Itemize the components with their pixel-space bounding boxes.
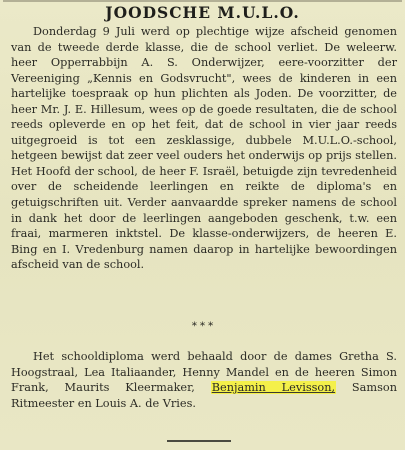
top-rule <box>3 0 402 2</box>
bottom-rule <box>167 440 231 442</box>
separator-stars: * * * <box>191 321 214 332</box>
section-separator <box>0 322 405 332</box>
article-headline: JOODSCHE M.U.L.O. <box>105 3 300 22</box>
paragraph-2-text-before: Het schooldiploma werd behaald door de dames Gretha S. Hoogstraal, Lea Italiaander, Henny Mandel en de heeren Simon Frank, Maurits Kleermaker, <box>11 350 397 395</box>
highlighted-name: Benjamin Levisson, <box>211 381 336 395</box>
article-paragraph-2 <box>11 349 397 411</box>
paragraph-2-text-after: Samson Ritmeester en Louis A. de Vries. <box>11 381 397 410</box>
article-paragraph-1: Donderdag 9 Juli werd op plechtige wijze afscheid genomen van de tweede derde klasse, die de school verliet. De weleerw. heer Opperrabbijn A. S. Onderwijzer, eere-voorzitter der Vereeniging „Kennis en Godsvrucht", wees de kinderen in een hartelijke toespraak op hun plichten als Joden. De voorzitter, de heer Mr. J. E. Hillesum, wees op de goede resultaten, die de school reeds opleverde en op het feit, dat de school in vier jaar reeds uitgegroeid is tot een zesklassige, dubbele M.U.L.O.-school, hetgeen bewijst dat zeer veel ouders het onderwijs op prijs stellen. Het Hoofd der school, de heer F. Israël, betuigde zijn tevredenheid over de scheidende leerlingen en reikte de diploma's en getuigschriften uit. Verder aanvaardde spreker namens de school in dank het door de leerlingen aangeboden geschenk, t.w. een fraai, marmeren inktstel. De klasse-onderwijzers, de heeren E. Bing en I. Vredenburg namen daarop in hartelijke bewoordingen afscheid van de school. <box>11 25 397 272</box>
